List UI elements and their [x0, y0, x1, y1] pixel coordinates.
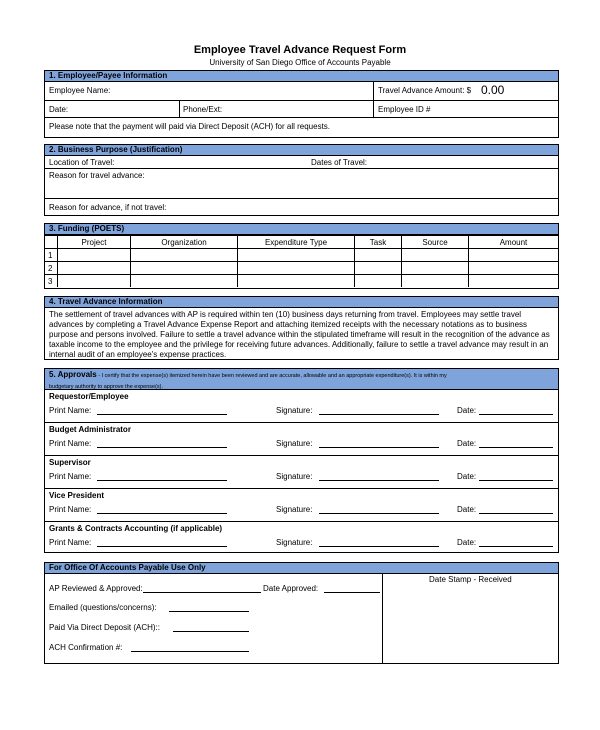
approver-row	[45, 423, 558, 456]
date-label: Date:	[457, 439, 477, 448]
project-cell[interactable]	[58, 249, 131, 262]
date-approved-label: Date Approved:	[263, 584, 319, 593]
column-header: Amount	[469, 236, 559, 249]
column-header: Expenditure Type	[238, 236, 355, 249]
section-heading: 1. Employee/Payee Information	[45, 71, 558, 82]
approvals-heading	[45, 369, 558, 390]
signature-label: Signature:	[276, 406, 313, 415]
approver-title: Requestor/Employee	[49, 392, 129, 401]
certify-text: - I certify that the expense(s) itemized herein have been reviewed and are accurate, allowable and an appropriate expenditure(s). It is within my	[96, 373, 447, 379]
row-number: 1	[45, 249, 58, 262]
emailed-label: Emailed (questions/concerns):	[49, 603, 157, 612]
approver-row	[45, 456, 558, 489]
table-row	[45, 249, 558, 262]
table-row	[45, 275, 558, 288]
row-number: 2	[45, 262, 58, 275]
amount-value[interactable]: 0.00	[481, 83, 505, 97]
ap-reviewed-label: AP Reviewed & Approved:	[49, 584, 143, 593]
project-cell[interactable]	[58, 262, 131, 275]
employee-name-label: Employee Name:	[49, 86, 111, 95]
date-line[interactable]	[479, 447, 553, 448]
task-cell[interactable]	[355, 249, 402, 262]
form-title: Employee Travel Advance Request Form	[193, 44, 407, 56]
date-phone-row	[45, 101, 558, 118]
print-name-label: Print Name:	[49, 538, 92, 547]
approver-row	[45, 390, 558, 423]
date-line[interactable]	[479, 546, 553, 547]
amount-cell[interactable]	[469, 275, 559, 288]
signature-label: Signature:	[276, 538, 313, 547]
ap-reviewed-line[interactable]	[143, 592, 261, 593]
print-name-label: Print Name:	[49, 505, 92, 514]
date-line[interactable]	[479, 513, 553, 514]
project-cell[interactable]	[58, 275, 131, 288]
date-line[interactable]	[479, 414, 553, 415]
ap-body	[45, 574, 558, 664]
column-header: Task	[355, 236, 402, 249]
business-purpose-section	[44, 144, 559, 216]
approver-title: Budget Administrator	[49, 425, 131, 434]
form-subtitle: University of San Diego Office of Accounts Payable	[209, 58, 391, 67]
payment-note: Please note that the payment will paid via Direct Deposit (ACH) for all requests.	[49, 122, 331, 131]
table-header-row	[45, 236, 558, 249]
location-label: Location of Travel:	[49, 158, 115, 167]
signature-label: Signature:	[276, 472, 313, 481]
column-header: Source	[402, 236, 469, 249]
organization-cell[interactable]	[131, 275, 238, 288]
section-heading: 2. Business Purpose (Justification)	[45, 145, 558, 156]
approver-title: Supervisor	[49, 458, 91, 467]
date-label: Date:	[457, 406, 477, 415]
funding-section	[44, 223, 559, 289]
emailed-line[interactable]	[169, 611, 249, 612]
print-name-label: Print Name:	[49, 472, 92, 481]
expenditure-cell[interactable]	[238, 262, 355, 275]
task-cell[interactable]	[355, 275, 402, 288]
paid-label: Paid Via Direct Deposit (ACH)::	[49, 623, 160, 632]
date-label: Date:	[457, 505, 477, 514]
employee-name-row	[45, 82, 558, 101]
amount-label: Travel Advance Amount: $	[378, 86, 472, 95]
amount-cell[interactable]	[469, 249, 559, 262]
phone-label: Phone/Ext:	[183, 105, 223, 114]
date-approved-line[interactable]	[324, 592, 380, 593]
location-row	[45, 156, 558, 169]
approver-row	[45, 522, 558, 554]
accounts-payable-section	[44, 562, 559, 664]
source-cell[interactable]	[402, 275, 469, 288]
funding-table	[45, 235, 558, 287]
section-heading: For Office Of Accounts Payable Use Only	[45, 563, 558, 574]
signature-label: Signature:	[276, 505, 313, 514]
signature-line[interactable]	[319, 480, 439, 481]
organization-cell[interactable]	[131, 249, 238, 262]
ach-confirmation-line[interactable]	[131, 651, 249, 652]
task-cell[interactable]	[355, 262, 402, 275]
signature-line[interactable]	[319, 513, 439, 514]
paid-line[interactable]	[173, 631, 249, 632]
signature-line[interactable]	[319, 414, 439, 415]
table-row	[45, 262, 558, 275]
print-name-label: Print Name:	[49, 406, 92, 415]
date-line[interactable]	[479, 480, 553, 481]
approver-title: Grants & Contracts Accounting (if applicable)	[49, 524, 223, 533]
dates-label: Dates of Travel:	[311, 158, 368, 167]
signature-line[interactable]	[319, 546, 439, 547]
print-name-line[interactable]	[97, 513, 227, 514]
column-header: Project	[58, 236, 131, 249]
reason-not-travel-row	[45, 199, 558, 216]
organization-cell[interactable]	[131, 262, 238, 275]
certify-text-continued: budgetary authority to approve the expense(s).	[49, 384, 164, 390]
section-heading: 4. Travel Advance Information	[45, 297, 558, 308]
date-stamp-label: Date Stamp - Received	[429, 575, 512, 584]
approver-row	[45, 489, 558, 522]
print-name-line[interactable]	[97, 414, 227, 415]
employee-id-label: Employee ID #	[378, 105, 431, 114]
print-name-line[interactable]	[97, 546, 227, 547]
travel-advance-info-section	[44, 296, 559, 360]
travel-advance-text: The settlement of travel advances with AP is required within ten (10) business days returning from travel. Employees may settle travel advances by completing a Travel Advance Expense Report and attaching itemized receipts with the necessary notations as to business purpose and persons involved. Failure to settle a travel advance within the stipulated timeframe will result in the recognition of the advance as taxable income to the employee and the privilege for receiving future advances. Additionally, failure to settle a travel advance may result in an internal audit of an employee's expense practices.	[49, 310, 550, 359]
source-cell[interactable]	[402, 249, 469, 262]
row-number: 3	[45, 275, 58, 288]
date-label: Date:	[457, 472, 477, 481]
reason-not-travel-label: Reason for advance, if not travel:	[49, 203, 167, 212]
employee-info-section	[44, 70, 559, 138]
signature-line[interactable]	[319, 447, 439, 448]
expenditure-cell[interactable]	[238, 275, 355, 288]
signature-label: Signature:	[276, 439, 313, 448]
column-header: Organization	[131, 236, 238, 249]
ach-confirmation-label: ACH Confirmation #:	[49, 643, 123, 652]
note-row	[45, 118, 558, 138]
reason-row	[45, 169, 558, 199]
print-name-label: Print Name:	[49, 439, 92, 448]
date-label: Date:	[49, 105, 69, 114]
reason-label: Reason for travel advance:	[49, 171, 145, 180]
expenditure-cell[interactable]	[238, 249, 355, 262]
amount-cell[interactable]	[469, 262, 559, 275]
source-cell[interactable]	[402, 262, 469, 275]
approvals-section	[44, 368, 559, 553]
date-label: Date:	[457, 538, 477, 547]
print-name-line[interactable]	[97, 447, 227, 448]
section-heading: 5. Approvals	[49, 370, 97, 379]
print-name-line[interactable]	[97, 480, 227, 481]
approver-title: Vice President	[49, 491, 104, 500]
section-heading: 3. Funding (POETS)	[45, 224, 558, 235]
